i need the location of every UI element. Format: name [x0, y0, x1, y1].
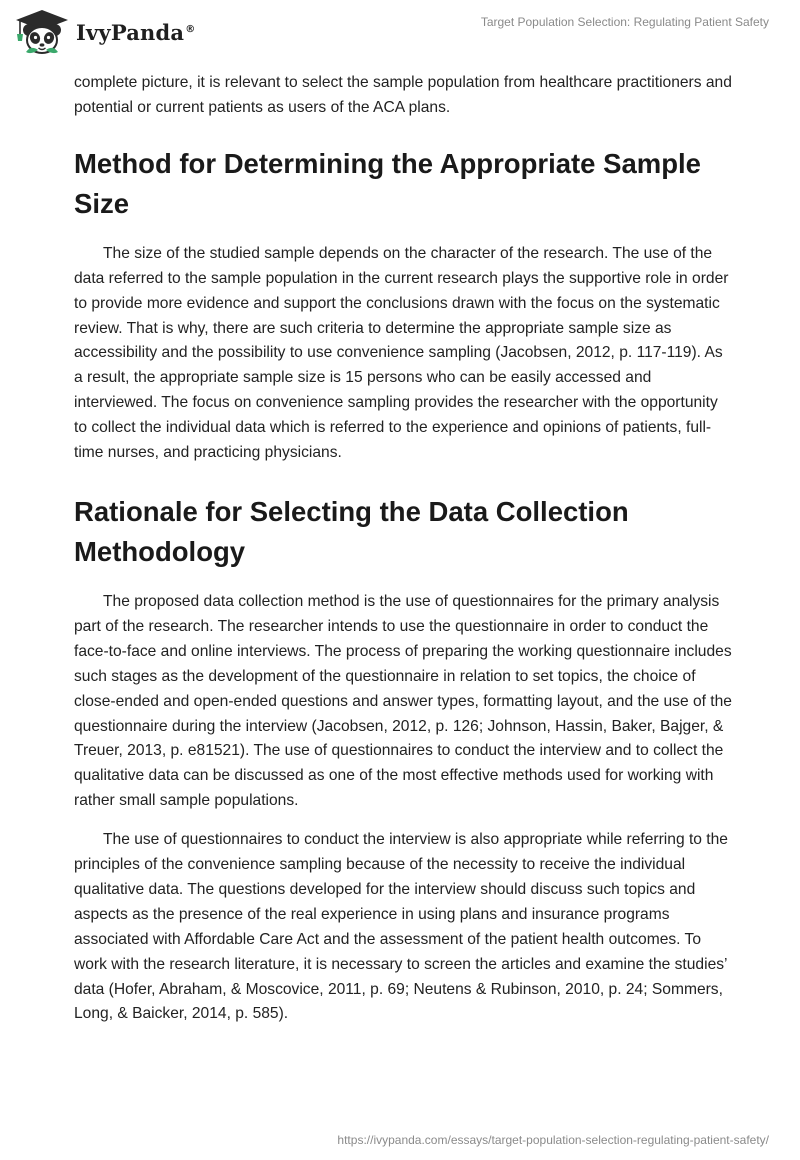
- panda-graduation-cap-icon: [14, 8, 70, 56]
- ivypanda-logo[interactable]: [14, 8, 195, 56]
- registered-mark: ®: [185, 23, 196, 35]
- page-header: [0, 0, 800, 64]
- source-url[interactable]: https://ivypanda.com/essays/target-population-selection-regulating-patient-safety/: [337, 1133, 769, 1147]
- logo-name: IvyPanda: [76, 19, 185, 45]
- document-title: Target Population Selection: Regulating Patient Safety: [480, 15, 769, 29]
- body-paragraph: The proposed data collection method is the use of questionnaires for the primary analysis part of the research. The researcher intends to use the questionnaire in order to conduct the face-to-face and online interviews. The process of preparing the working questionnaire includes such stages as the development of the questionnaire in relation to set topics, the choice of close-ended and open-ended questions and answer types, formatting layout, and the use of the questionnaire during the interview (Jacobsen, 2012, p. 126; Johnson, Hassin, Baker, Bajger, & Treuer, 2013, p. e81521). The use of questionnaires to conduct the interview and to collect the qualitative data can be discussed as one of the most effective methods used for working with rather small sample populations.: [74, 592, 732, 810]
- section-heading-data-collection: Rationale for Selecting the Data Collection Methodology: [74, 495, 629, 567]
- section-heading-sample-size: Method for Determining the Appropriate Sample Size: [74, 147, 701, 219]
- intro-paragraph: complete picture, it is relevant to select the sample population from healthcare practitioners and potential or current patients as users of the ACA plans.: [74, 74, 732, 116]
- essay-content: [74, 71, 734, 1027]
- body-paragraph: The use of questionnaires to conduct the interview is also appropriate while referring to the principles of the convenience sampling because of the necessity to receive the individual qualitative data. The questions developed for the interview should discuss such topics and aspects as the presence of the real experience in using plans and insurance programs associated with Affordable Care Act and the assessment of the patient health outcomes. To work with the research literature, it is necessary to screen the articles and examine the studies’ data (Hofer, Abraham, & Moscovice, 2011, p. 69; Neutens & Rubinson, 2010, p. 24; Sommers, Long, & Baicker, 2014, p. 585).: [74, 831, 728, 1023]
- body-paragraph: The size of the studied sample depends on the character of the research. The use of the data referred to the sample population in the current research plays the supportive role in order to provide more evidence and support the conclusions drawn with the focus on the systematic review. That is why, there are such criteria to determine the appropriate sample size as accessibility and the possibility to use convenience sampling (Jacobsen, 2012, p. 117-119). As a result, the appropriate sample size is 15 persons who can be easily accessed and interviewed. The focus on convenience sampling provides the researcher with the opportunity to collect the individual data which is referred to the experience and opinions of patients, full-time nurses, and practicing physicians.: [74, 244, 729, 462]
- logo-wordmark: [76, 20, 195, 45]
